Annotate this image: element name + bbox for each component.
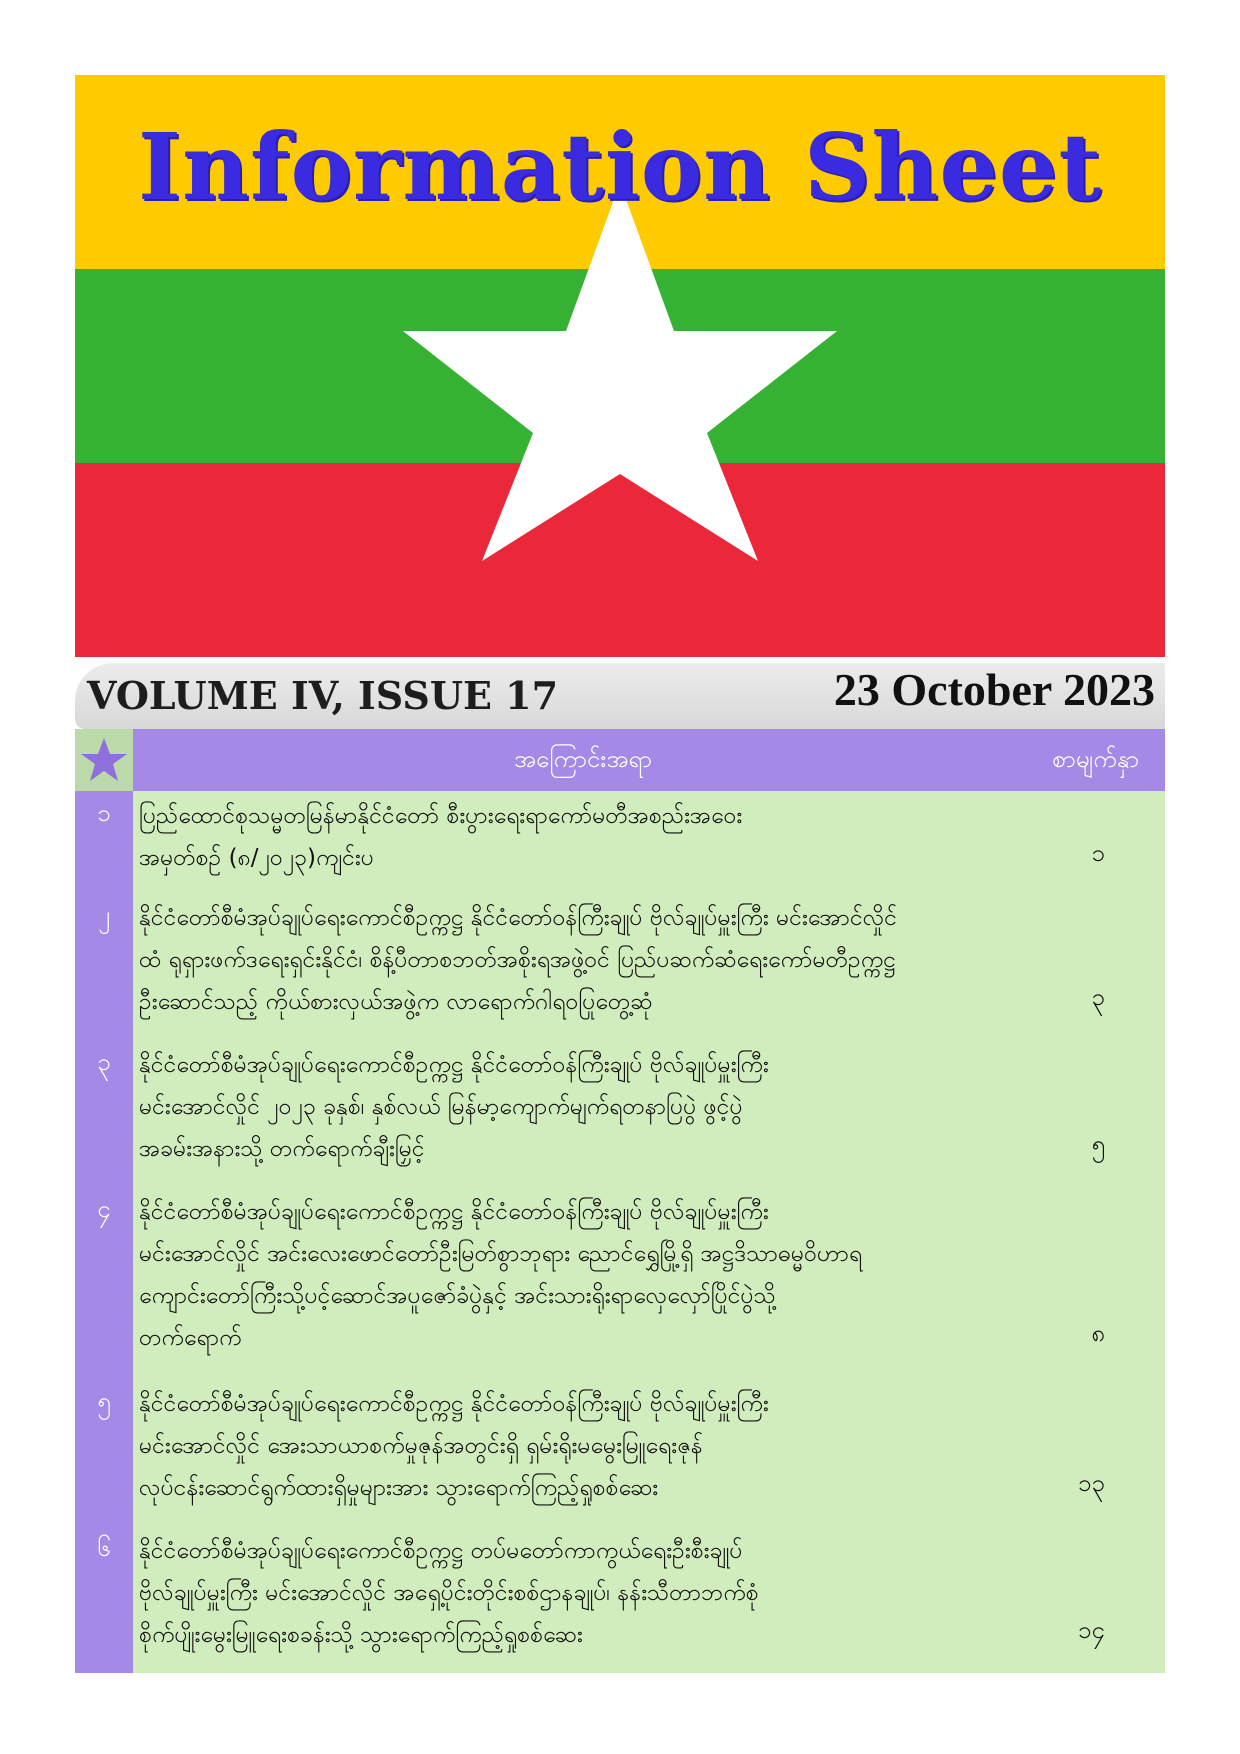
entry-title xyxy=(139,1191,999,1359)
entry-line: လုပ်ငန်းဆောင်ရွက်ထားရှိမှုများအား သွားရောက်ကြည့်ရှုစစ်ဆေး xyxy=(139,1475,659,1501)
entry-line: နိုင်ငံတော်စီမံအုပ်ချုပ်ရေးကောင်စီဥက္ကဋ္ဌ နိုင်ငံတော်ဝန်ကြီးချုပ် ဗိုလ်ချုပ်မှူးကြီး မင်းအောင်လှိုင် xyxy=(139,905,898,931)
entry-number: ၃ xyxy=(97,1048,111,1076)
star-icon xyxy=(80,736,128,784)
entry-line: ထံ ရုရှားဖက်ဒရေးရှင်းနိုင်ငံ၊ စိန့်ပီတာစဘတ်အစိုးရအဖွဲ့ဝင် ပြည်ပဆက်ဆံရေးကော်မတီဥက္ကဋ္ဌ xyxy=(139,947,896,973)
entry-page: ၈ xyxy=(1091,1319,1105,1347)
entry-line: နိုင်ငံတော်စီမံအုပ်ချုပ်ရေးကောင်စီဥက္ကဋ္ဌ နိုင်ငံတော်ဝန်ကြီးချုပ် ဗိုလ်ချုပ်မှူးကြီး xyxy=(139,1199,769,1225)
header-star-cell xyxy=(75,729,133,791)
flag-banner xyxy=(75,75,1165,657)
entry-title xyxy=(139,1383,999,1509)
entry-line: မင်းအောင်လှိုင် ၂၀၂၃ ခုနှစ်၊ နှစ်လယ် မြန်မာ့ကျောက်မျက်ရတနာပြပွဲ ဖွင့်ပွဲ xyxy=(139,1094,743,1120)
entry-line: နိုင်ငံတော်စီမံအုပ်ချုပ်ရေးကောင်စီဥက္ကဋ္ဌ နိုင်ငံတော်ဝန်ကြီးချုပ် ဗိုလ်ချုပ်မှူးကြီး xyxy=(139,1052,769,1078)
entry-line: နိုင်ငံတော်စီမံအုပ်ချုပ်ရေးကောင်စီဥက္ကဋ္ဌ တပ်မတော်ကာကွယ်ရေးဦးစီးချုပ် xyxy=(139,1538,743,1564)
entry-line: အမှတ်စဉ် (၈/၂၀၂၃)ကျင်းပ xyxy=(139,845,374,871)
entry-line: နိုင်ငံတော်စီမံအုပ်ချုပ်ရေးကောင်စီဥက္ကဋ္ဌ နိုင်ငံတော်ဝန်ကြီးချုပ် ဗိုလ်ချုပ်မှူးကြီး xyxy=(139,1391,769,1417)
entry-page: ၁၄ xyxy=(1078,1616,1105,1644)
entry-number: ၂ xyxy=(98,901,110,929)
entry-line: မင်းအောင်လှိုင် အင်းလေးဖောင်တော်ဦးမြတ်စွာဘုရား ညောင်ရွှေမြို့ရှိ အဋ္ဌဒိသာဓမ္မဝိဟာရ xyxy=(139,1241,863,1267)
header-title-cell xyxy=(133,729,1165,791)
entry-line: ကျောင်းတော်ကြီးသို့ပင့်ဆောင်အပူဇော်ခံပွဲနှင့် အင်းသားရိုးရာလှေလှော်ပြိုင်ပွဲသို့ xyxy=(139,1283,776,1309)
entry-title xyxy=(139,897,999,1023)
entry-line: ဗိုလ်ချုပ်မှူးကြီး မင်းအောင်လှိုင် အရှေ့ပိုင်းတိုင်းစစ်ဌာနချုပ်၊ နန်းသီတာဘက်စုံ xyxy=(139,1580,759,1606)
column-title-contents: အကြောင်းအရာ xyxy=(514,745,652,773)
banner-title: Information Sheet xyxy=(138,113,1102,221)
column-title-page: စာမျက်နှာ xyxy=(1052,745,1139,773)
contents-table xyxy=(75,729,1165,1673)
entry-title xyxy=(139,1044,999,1170)
entry-title xyxy=(139,795,999,879)
entry-number: ၁ xyxy=(97,799,111,827)
contents-header xyxy=(75,729,1165,791)
issue-strip xyxy=(75,663,1165,729)
entry-line: အခမ်းအနားသို့ တက်ရောက်ချီးမြှင့် xyxy=(139,1136,425,1162)
entry-page: ၃ xyxy=(1091,983,1105,1011)
entry-number: ၅ xyxy=(97,1387,111,1415)
entry-number: ၄ xyxy=(97,1195,111,1223)
entry-line: မင်းအောင်လှိုင် အေးသာယာစက်မှုဇုန်အတွင်းရှိ ရှမ်းရိုးမမွေးမြူရေးဇုန် xyxy=(139,1433,703,1459)
entry-line: စိုက်ပျိုးမွေးမြူရေးစခန်းသို့ သွားရောက်ကြည့်ရှုစစ်ဆေး xyxy=(139,1622,583,1648)
issue-date: 23 October 2023 xyxy=(833,664,1155,715)
entry-page: ၅ xyxy=(1091,1130,1105,1158)
entry-line: ပြည်ထောင်စုသမ္မတမြန်မာနိုင်ငံတော် စီးပွားရေးရာကော်မတီအစည်းအဝေး xyxy=(139,803,743,829)
entry-line: တက်ရောက် xyxy=(139,1325,242,1351)
entry-page: ၁ xyxy=(1091,839,1105,867)
volume-label: VOLUME IV, ISSUE 17 xyxy=(87,673,559,718)
entry-title xyxy=(139,1530,999,1656)
entry-line: ဦးဆောင်သည့် ကိုယ်စားလှယ်အဖွဲ့က လာရောက်ဂါရဝပြုတွေ့ဆုံ xyxy=(139,989,653,1015)
entry-page: ၁၃ xyxy=(1078,1469,1105,1497)
entry-number: ၆ xyxy=(97,1534,111,1562)
